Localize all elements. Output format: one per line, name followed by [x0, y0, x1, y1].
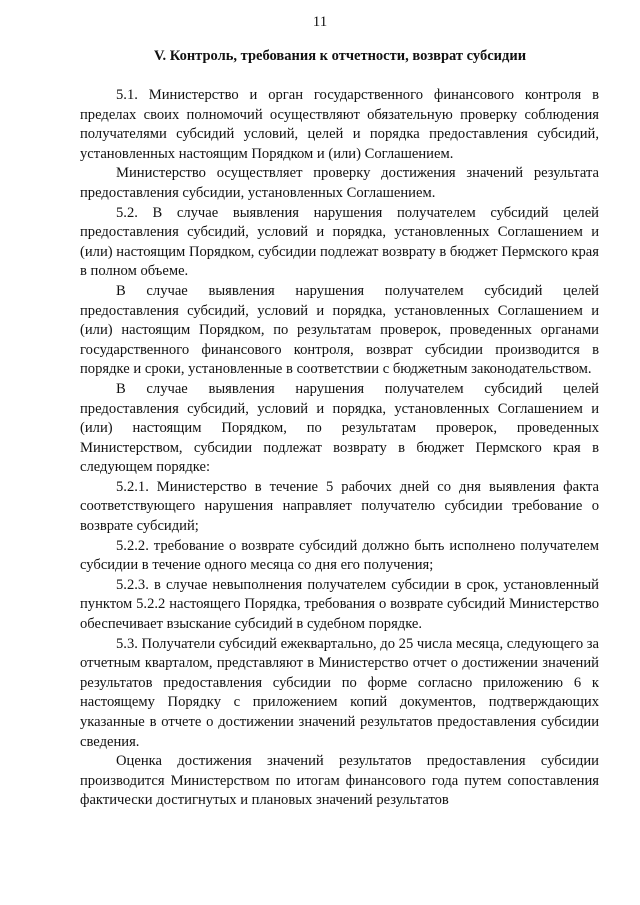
paragraph-ministry-return: В случае выявления нарушения получателем субсидий целей предоставления субсидий, условий и порядка, установленных Соглашением и (или) настоящим Порядком, по результатам проверок, проведенных Министерством, субсидии подлежат возврату в бюджет Пермского края в следующем порядке: [80, 380, 599, 476]
page-number: 11 [312, 14, 328, 30]
document-body [80, 86, 599, 811]
paragraph-5-2-2: 5.2.2. требование о возврате субсидий должно быть исполнено получателем субсидии в течение одного месяца со дня его получения; [80, 537, 599, 574]
section-heading: V. Контроль, требования к отчетности, возврат субсидии [153, 48, 527, 64]
paragraph-5-3: 5.3. Получатели субсидий ежеквартально, до 25 числа месяца, следующего за отчетным кварталом, представляют в Министерство отчет о достижении значений результатов предоставления субсидии по форме согласно приложению 6 к настоящему Порядку с приложением копий документов, подтверждающих указанные в отчете о достижении значений результатов предоставления субсидии сведения. [80, 635, 600, 750]
paragraph-result-check: Министерство осуществляет проверку достижения значений результата предоставления субсидии, установленных Соглашением. [80, 165, 599, 201]
paragraph-state-control-return: В случае выявления нарушения получателем субсидий целей предоставления субсидий, условий и порядка, установленных Соглашением и (или) настоящим Порядком, по результатам проверок, проведенных органами государственного финансового контроля, возврат субсидии производится в порядке и сроки, установленные в соответствии с бюджетным законодательством. [80, 282, 599, 378]
paragraph-5-2-1: 5.2.1. Министерство в течение 5 рабочих дней со дня выявления факта соответствующего нарушения направляет получателю субсидии требование о возврате субсидий; [80, 478, 599, 535]
paragraph-5-2: 5.2. В случае выявления нарушения получателем субсидий целей предоставления субсидий, условий и порядка, установленных Соглашением и (или) настоящим Порядком, субсидии подлежат возврату в бюджет Пермского края в полном объеме. [80, 204, 599, 280]
paragraph-assessment: Оценка достижения значений результатов предоставления субсидии производится Министерством по итогам финансового года путем сопоставления фактически достигнутых и плановых значений результатов [80, 753, 599, 809]
paragraph-5-1: 5.1. Министерство и орган государственного финансового контроля в пределах своих полномочий осуществляют обязательную проверку соблюдения получателями субсидий условий, целей и порядка предоставления субсидий, установленных настоящим Порядком и (или) Соглашением. [80, 87, 599, 162]
paragraph-5-2-3: 5.2.3. в случае невыполнения получателем субсидии в срок, установленный пунктом 5.2.2 настоящего Порядка, требования о возврате субсидий Министерство обеспечивает взыскание субсидий в судебном порядке. [80, 576, 599, 633]
